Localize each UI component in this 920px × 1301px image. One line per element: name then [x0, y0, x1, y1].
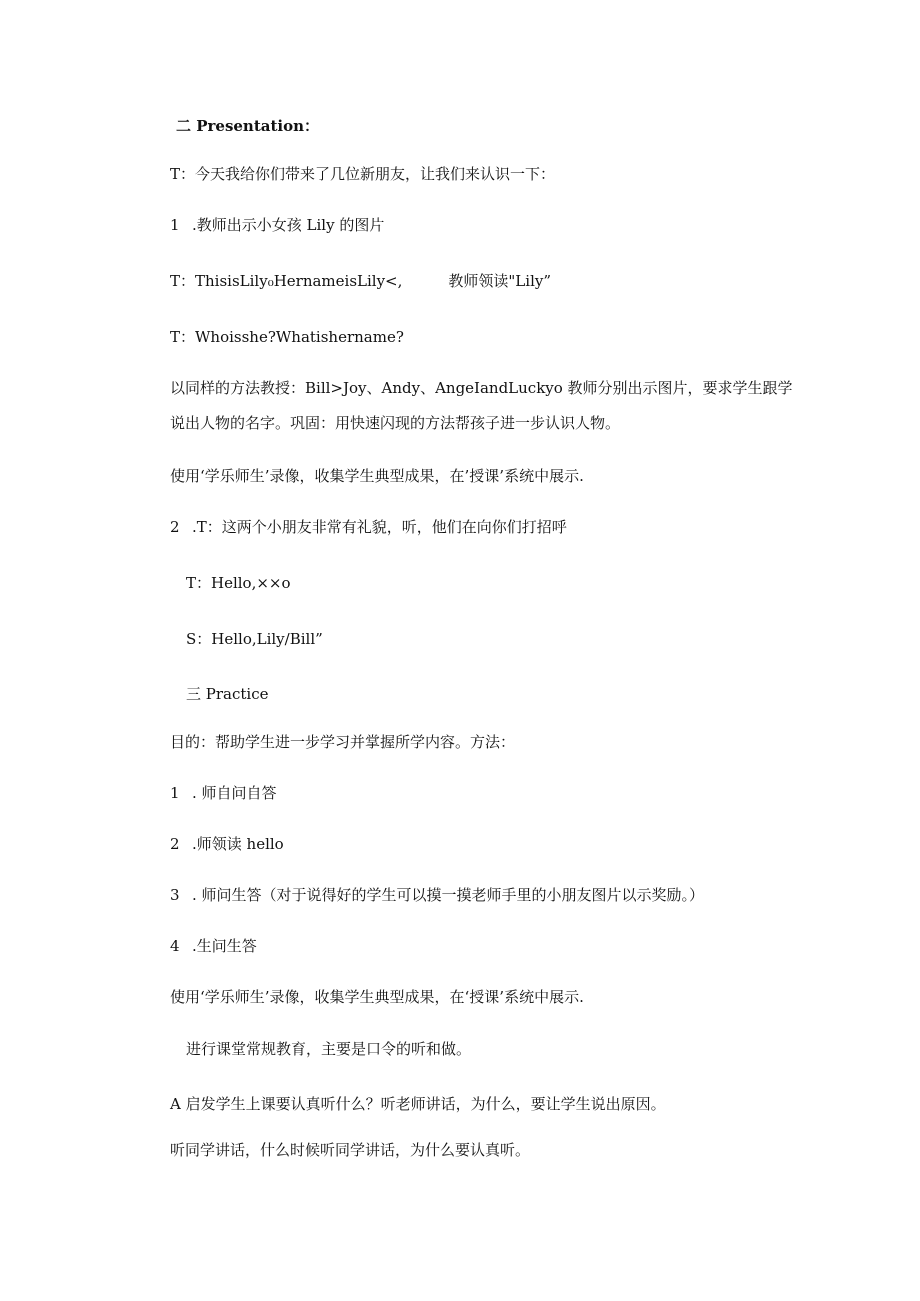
record-line-2: 使用‘学乐师生’录像，收集学生典型成果，在‘授课’系统中展示.: [170, 988, 584, 1006]
step-1-text: .教师出示小女孩 Lily 的图片: [192, 216, 385, 234]
method-3-number: 3: [170, 886, 180, 904]
method-4-number: 4: [170, 937, 180, 955]
step-2: [170, 517, 567, 537]
step-1-number: 1: [170, 216, 180, 234]
method-3: [170, 885, 704, 905]
method-3-text: . 师问生答（对于说得好的学生可以摸一摸老师手里的小朋友图片以示奖励。）: [192, 886, 705, 904]
method-1: [170, 783, 277, 803]
inspire-line: A 启发学生上课要认真听什么？听老师讲话，为什么，要让学生说出原因。: [170, 1095, 666, 1113]
intro-line: T：今天我给你们带来了几位新朋友，让我们来认识一下：: [170, 165, 556, 183]
heading-practice: 三 Practice: [186, 685, 269, 703]
method-2-number: 2: [170, 835, 180, 853]
line-this-is-chinese: 教师领读"Lily”: [448, 272, 552, 290]
same-method-line-1: 以同样的方法教授：Bill>Joy、Andy、AngeIandLuckyo 教师分别出示图片，要求学生跟学: [170, 379, 793, 397]
step-2-text: .T：这两个小朋友非常有礼貌，听，他们在向你们打招呼: [192, 518, 567, 536]
line-this-is-english: T：ThisisLily₀HernameisLily<,: [170, 272, 403, 290]
hello-student: S：Hello,Lily/Bill”: [186, 630, 323, 648]
method-1-text: . 师自问自答: [192, 784, 277, 802]
step-2-number: 2: [170, 518, 180, 536]
line-who: T：Whoisshe?Whatishername?: [170, 328, 404, 346]
method-4-text: .生问生答: [192, 937, 257, 955]
method-2: [170, 834, 284, 854]
hello-teacher: T：Hello,××o: [186, 574, 291, 592]
routine-line: 进行课堂常规教育，主要是口令的听和做。: [186, 1040, 472, 1058]
line-this-is: [170, 271, 551, 291]
purpose-line: 目的：帮助学生进一步学习并掌握所学内容。方法：: [170, 733, 516, 751]
method-2-text: .师领读 hello: [192, 835, 284, 853]
method-1-number: 1: [170, 784, 180, 802]
record-line-1: 使用‘学乐师生’录像，收集学生典型成果，在’授课’系统中展示.: [170, 467, 584, 485]
step-1: [170, 215, 384, 235]
method-4: [170, 936, 257, 956]
same-method-line-2: 说出人物的名字。巩固：用快速闪现的方法帮孩子进一步认识人物。: [170, 414, 621, 432]
heading-presentation: 二 Presentation：: [176, 117, 320, 135]
listen-classmates-line: 听同学讲话，什么时候听同学讲话，为什么要认真听。: [170, 1141, 531, 1159]
